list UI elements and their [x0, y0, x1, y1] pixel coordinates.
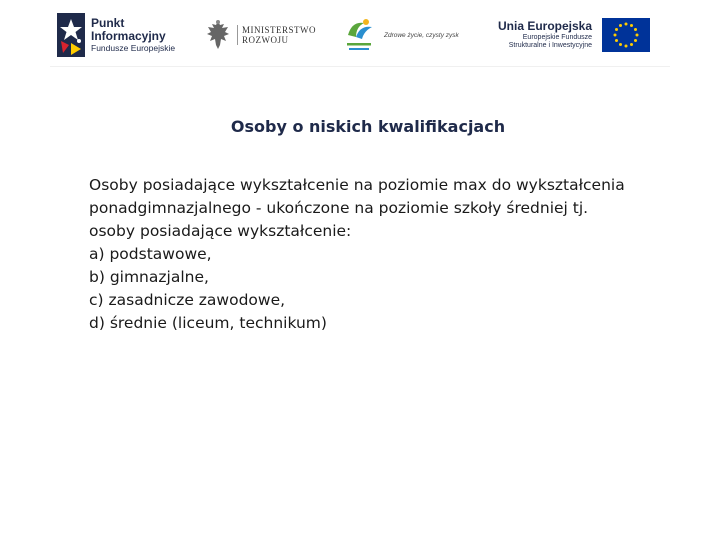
logo-bar: [50, 4, 670, 67]
unia-europejska-logo: [498, 4, 668, 66]
body-line: osoby posiadające wykształcenie:: [89, 222, 352, 240]
warmia-slogan: Zdrowe życie, czysty zysk: [384, 31, 459, 39]
informacyjny-label: Informacyjny: [91, 28, 166, 43]
efsi-line1-label: Europejskie Fundusze: [522, 33, 593, 41]
unia-europejska-label: Unia Europejska: [498, 19, 593, 34]
slide-title: Osoby o niskich kwalifikacjach: [230, 117, 506, 136]
slide-body: [89, 174, 689, 335]
eu-flag-icon: [602, 18, 650, 52]
ministerstwo-label: MINISTERSTWO: [242, 24, 316, 35]
warmia-mazury-emblem-icon: [342, 15, 376, 55]
list-item: b) gimnazjalne,: [89, 268, 209, 286]
rozwoju-label: ROZWOJU: [242, 35, 289, 45]
fundusze-europejskie-star-icon: [57, 11, 85, 59]
ministerstwo-rozwoju-logo: [205, 4, 325, 66]
efsi-line2-label: Strukturalne i Inwestycyjne: [508, 41, 593, 49]
fundusze-europejskie-label: Fundusze Europejskie: [91, 43, 176, 54]
list-item: c) zasadnicze zawodowe,: [89, 291, 286, 309]
body-line: ponadgimnazjalnego - ukończone na poziomie szkoły średniej tj.: [89, 199, 589, 217]
polish-eagle-icon: [205, 18, 231, 52]
body-line: Osoby posiadające wykształcenie na poziomie max do wykształcenia: [89, 176, 625, 194]
punkt-informacyjny-logo: [57, 4, 187, 66]
punkt-label: Punkt: [91, 15, 125, 30]
warmia-mazury-logo: [342, 4, 470, 66]
list-item: a) podstawowe,: [89, 245, 212, 263]
list-item: d) średnie (liceum, technikum): [89, 314, 327, 332]
